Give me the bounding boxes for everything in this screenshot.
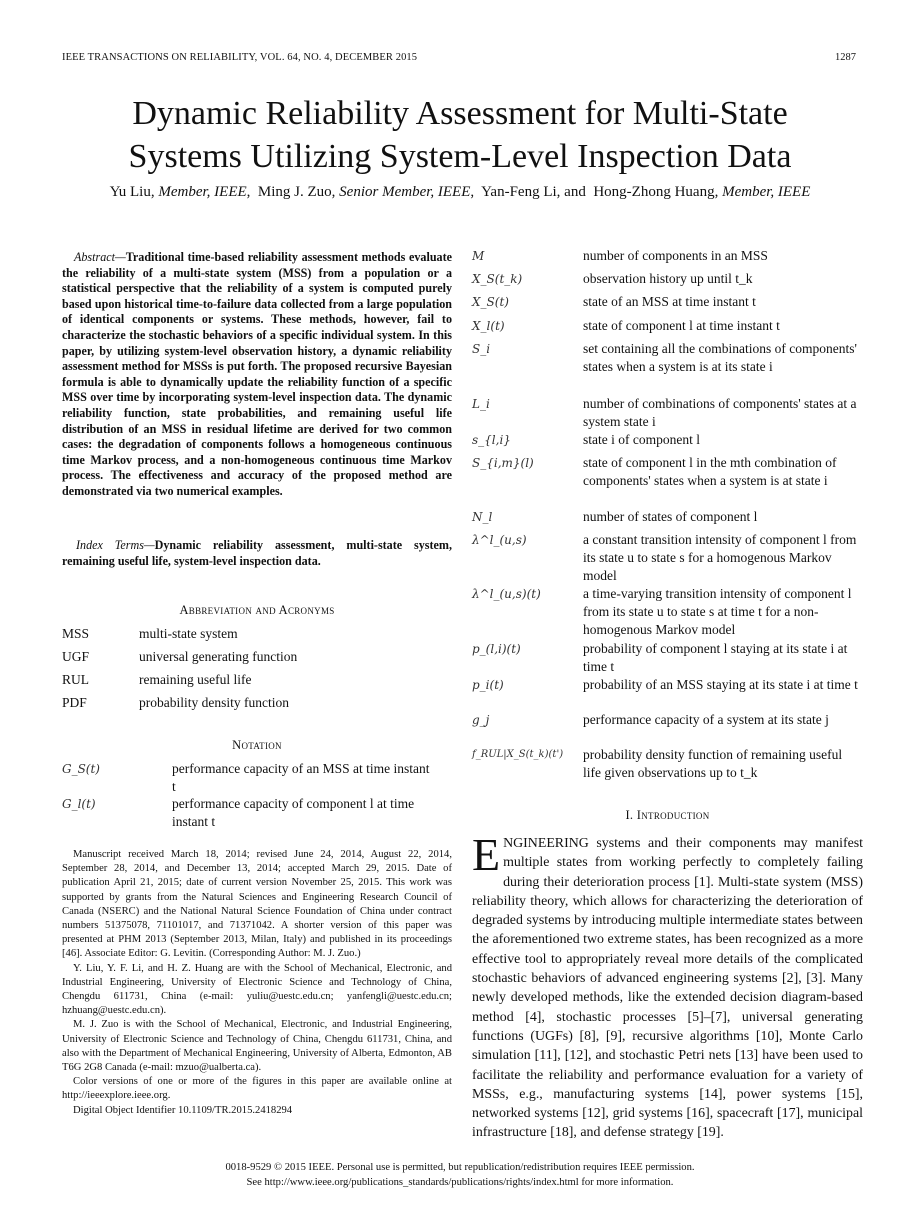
abbrev-list	[62, 626, 452, 726]
notation-list-right	[472, 247, 863, 787]
notation-desc: set containing all the combinations of components' states when a system is at its state i	[583, 341, 857, 374]
footnotes	[62, 848, 452, 1118]
notation-symbol: S_i	[472, 342, 491, 356]
notation-desc: probability of component l staying at its state i at time t	[583, 641, 848, 674]
notation-desc: state of an MSS at time instant t	[583, 294, 756, 309]
author-role: Member, IEEE	[722, 184, 811, 200]
footer-line-2: See http://www.ieee.org/publications_standards/publications/rights/index.html for more information.	[246, 1177, 674, 1188]
notation-symbol: s_{l,i}	[472, 433, 511, 447]
abbrev-key: MSS	[62, 626, 90, 641]
abbrev-key: PDF	[62, 695, 87, 710]
notation-symbol: S_{i,m}(l)	[472, 456, 534, 470]
notation-desc: state i of component l	[583, 432, 700, 447]
footnote-affiliation-2: M. J. Zuo is with the School of Mechanical, Electronic, and Industrial Engineering, University of Electronic Science and Technology of China, Chengdu 611731, China, and also with the Department of Mechanical Engineering, University of Alberta, Edmonton, AB T6G 2G8 Canada (e-mail: mzuo@ualberta.ca).	[62, 1019, 452, 1074]
paper-title	[0, 92, 920, 178]
notation-desc: observation history up until t_k	[583, 271, 753, 286]
notation-symbol: X_S(t)	[472, 295, 509, 309]
notation-symbol: p_i(t)	[472, 678, 504, 692]
notation-symbol: L_i	[472, 397, 490, 411]
running-header: IEEE TRANSACTIONS ON RELIABILITY, VOL. 64, NO. 4, DECEMBER 2015	[62, 52, 418, 63]
index-terms-label: Index Terms—	[76, 538, 155, 552]
abbrev-value: remaining useful life	[139, 672, 252, 687]
notation-list-left	[62, 760, 452, 832]
notation-desc: probability of an MSS staying at its state i at time t	[583, 677, 858, 692]
notation-desc: state of component l in the mth combination of components' states when a system is at state i	[583, 455, 837, 488]
author-role: Senior Member, IEEE	[339, 184, 471, 200]
intro-body	[472, 829, 863, 1143]
author-name: Hong-Zhong Huang	[593, 184, 715, 200]
abstract	[62, 250, 452, 500]
notation-symbol: f_RUL|X_S(t_k)(t')	[472, 749, 564, 760]
author-name: Yu Liu	[109, 184, 151, 200]
notation-desc: number of states of component l	[583, 509, 758, 524]
drop-cap: E	[472, 829, 501, 880]
notation-symbol: G_S(t)	[62, 762, 100, 776]
intro-heading: I. Introduction	[625, 808, 710, 822]
intro-text: NGINEERING systems and their components may manifest multiple states from working perfectly to completely failing during their deterioration process [1]. Multi-state system (MSS) reliability theory, which allows for characterizing the deterioration of degraded systems by introducing multiple intermediate states between the aforementioned two extreme states, has been recognized as a more effective tool to appropriately reveal more details of the complicated stochastic behaviors of advanced engineering systems [2], [3]. Many newly developed methods, like the extended decision diagram-based method [4], stochastic processes [5]–[7], universal generating functions (UGFs) [8], [9], recursive algorithms [10], Monte Carlo simulation [11], [12], and stochastic Petri nets [13] have been used to facilitate the reliability and performance evaluation for a variety of MSSs, e.g., manufacturing systems [14], power systems [15], networked systems [12], grid systems [16], spacecraft [17], municipal infrastructure [18], and defense strategy [19].	[472, 836, 863, 1141]
notation-symbol: X_l(t)	[472, 319, 505, 333]
abbrev-value: probability density function	[139, 695, 289, 710]
footnote-color: Color versions of one or more of the figures in this paper are available online at http://ieeexplore.ieee.org.	[62, 1076, 452, 1102]
author-name: Yan-Feng Li	[481, 184, 557, 200]
footer-line-1: 0018-9529 © 2015 IEEE. Personal use is permitted, but republication/redistribution requires IEEE permission.	[225, 1162, 695, 1173]
notation-desc: number of components in an MSS	[583, 248, 768, 263]
author-role: Member, IEEE	[158, 184, 247, 200]
author-and: and	[564, 184, 586, 200]
author-name: Ming J. Zuo	[257, 184, 332, 200]
title-line-1: Dynamic Reliability Assessment for Multi-State	[132, 95, 788, 132]
notation-desc: performance capacity of component l at time instant t	[172, 796, 415, 829]
copyright-footer	[0, 1160, 920, 1190]
notation-symbol: p_(l,i)(t)	[472, 642, 521, 656]
abbrev-key: UGF	[62, 649, 90, 664]
notation-symbol: g_j	[472, 713, 490, 727]
footnote-affiliation-1: Y. Liu, Y. F. Li, and H. Z. Huang are with the School of Mechanical, Electronic, and Industrial Engineering, University of Electronic Science and Technology of China, Chengdu 611731, China (e-mail: yuliu@uestc.edu.cn; yanfengli@uestc.edu.cn; hzhuang@uestc.edu.cn).	[62, 962, 452, 1017]
notation-desc: state of component l at time instant t	[583, 318, 780, 333]
notation-symbol: N_l	[472, 510, 493, 524]
page-number: 1287	[835, 52, 856, 63]
notation-symbol: λ^l_(u,s)(t)	[472, 587, 541, 601]
abbrev-heading: Abbreviation and Acronyms	[179, 603, 335, 617]
footnote-doi: Digital Object Identifier 10.1109/TR.2015.2418294	[73, 1104, 293, 1116]
abbrev-value: universal generating function	[139, 649, 298, 664]
notation-symbol: X_S(t_k)	[472, 272, 523, 286]
author-list: Yu Liu, Member, IEEE, Ming J. Zuo, Senior Member, IEEE, Yan-Feng Li, and Hong-Zhong Huang, Member, IEEE	[109, 184, 811, 200]
notation-symbol: M	[472, 249, 485, 263]
notation-desc: number of combinations of components' states at a system state i	[583, 396, 857, 429]
notation-desc: a constant transition intensity of component l from its state u to state s for a homogenous Markov model	[583, 532, 857, 583]
notation-desc: a time-varying transition intensity of component l from its state u to state s at time t for a non-homogenous Markov model	[583, 586, 852, 637]
notation-desc: probability density function of remaining useful life given observations up to t_k	[583, 747, 843, 780]
abstract-text: Traditional time-based reliability assessment methods evaluate the reliability of a multi-state system (MSS) from a population or a statistical perspective that the reliability of a system is computed purely based upon historical time-to-failure data collected from a large population of identical components or systems. These methods, however, fail to characterize the stochastic behaviors of a specific individual system. In this paper, by utilizing system-level observation history, a dynamic reliability assessment method for MSSs is put forth. The proposed recursive Bayesian formula is able to dynamically update the reliability function of a specific MSS over time by incorporating system-level inspection data. The dynamic reliability function, state probabilities, and remaining useful life distribution of an MSS in residual lifetime are derived for two common cases: the degradation of components follows a homogeneous continuous time Markov process, and a non-homogeneous continuous time Markov process. The effectiveness and accuracy of the proposed method are demonstrated via two numerical examples.	[62, 250, 452, 498]
title-line-2: Systems Utilizing System-Level Inspection Data	[128, 138, 792, 175]
notation-desc: performance capacity of a system at its state j	[583, 712, 829, 727]
notation-heading: Notation	[232, 738, 282, 752]
abstract-label: Abstract—	[74, 250, 126, 264]
index-terms	[62, 538, 452, 569]
index-terms-text: Dynamic reliability assessment, multi-state system, remaining useful life, system-level inspection data.	[62, 538, 452, 568]
abbrev-key: RUL	[62, 672, 89, 687]
footnote-manuscript: Manuscript received March 18, 2014; revised June 24, 2014, August 22, 2014, September 28, 2014, and December 13, 2014; accepted March 29, 2015. Date of publication April 21, 2015; date of current version November 25, 2015. This work was supported by grants from the Natural Sciences and Engineering Research Council of Canada (NSERC) and the National Natural Science Foundation of China under contract numbers 51375078, 71101017, and 71371042. A shorter version of this paper was presented at PHM 2013 (September 2013, Milan, Italy) and published in its proceedings [46]. Associate Editor: G. Levitin. (Corresponding Author: M. J. Zuo.)	[62, 849, 452, 960]
notation-desc: performance capacity of an MSS at time instant t	[172, 761, 430, 794]
notation-symbol: G_l(t)	[62, 797, 96, 811]
notation-symbol: λ^l_(u,s)	[472, 533, 527, 547]
abbrev-value: multi-state system	[139, 626, 238, 641]
